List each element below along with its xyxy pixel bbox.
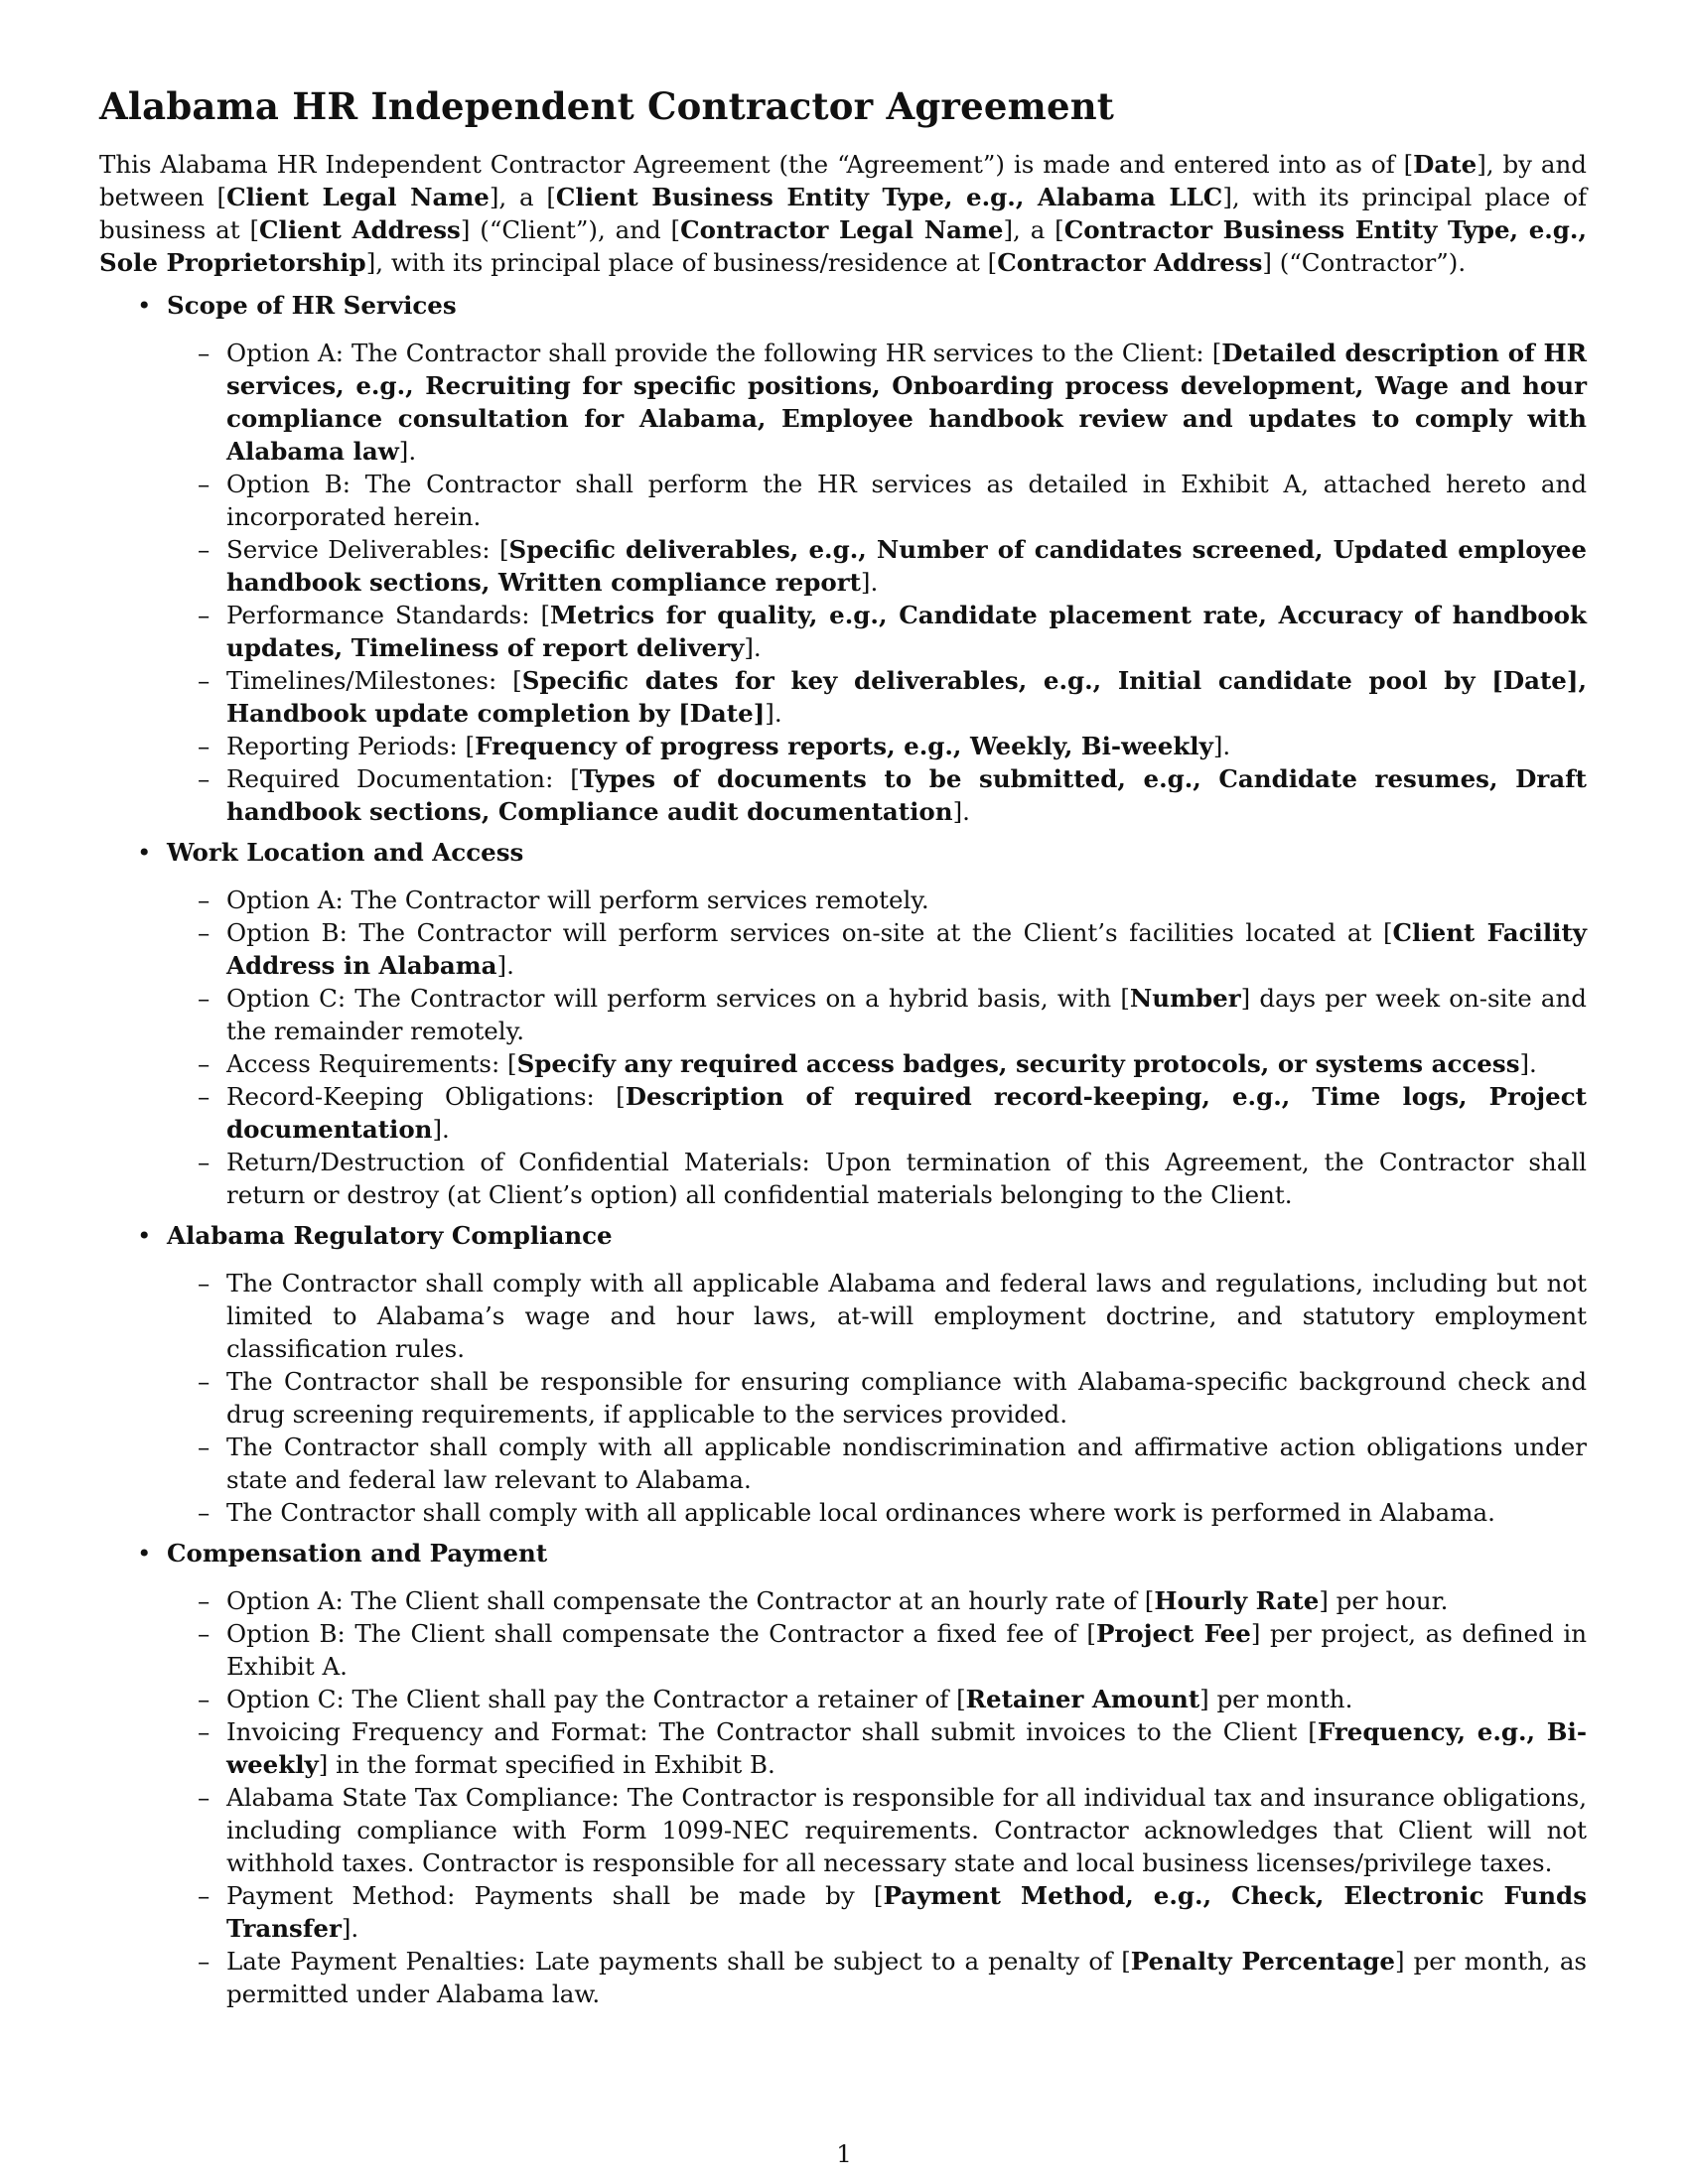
text-run: ] per month. [1199, 1684, 1353, 1713]
placeholder-field: Contractor Business Entity Type, e.g., Sole Proprietorship [99, 214, 1587, 277]
text-run: Service Deliverables: [ [226, 534, 509, 564]
dash-icon: – [198, 1880, 211, 1910]
dash-icon: – [198, 1081, 211, 1111]
list-item [166, 916, 1587, 982]
text-run: Performance Standards: [ [226, 600, 551, 629]
placeholder-field: Retainer Amount [965, 1684, 1200, 1713]
text-run: This Alabama HR Independent Contractor Agreement (the “Agreement”) is made and entered into as of [ [99, 149, 1414, 179]
bullet-icon: • [137, 1538, 152, 1568]
text-run: Alabama State Tax Compliance: The Contractor is responsible for all individual tax and insurance obligations, including compliance with Form 1099-NEC requirements. Contractor acknowledges that Client will not withhold taxes. Contractor is responsible for all necessary state and local business licenses/privilege taxes. [226, 1782, 1587, 1877]
text-run: Payment Method: Payments shall be made by [ [226, 1880, 884, 1910]
placeholder-field: Client Address [259, 214, 461, 244]
text-run: ]. [952, 796, 970, 826]
section-items [166, 337, 1587, 828]
list-item [166, 1584, 1587, 1617]
text-run: Invoicing Frequency and Format: The Contractor shall submit invoices to the Client [ [226, 1716, 1318, 1746]
text-run: ]. [496, 950, 514, 980]
list-item [166, 1781, 1587, 1879]
dash-icon: – [198, 1432, 211, 1461]
text-run: Reporting Periods: [ [226, 731, 476, 760]
section-list [99, 289, 1587, 2010]
placeholder-field: Project Fee [1095, 1618, 1251, 1648]
placeholder-field: Contractor Legal Name [680, 214, 1004, 244]
list-item [166, 1365, 1587, 1431]
dash-icon: – [198, 1497, 211, 1527]
section-title: Alabama Regulatory Compliance [167, 1220, 613, 1250]
dash-icon: – [198, 983, 211, 1013]
dash-icon: – [198, 1684, 211, 1713]
placeholder-field: Penalty Percentage [1130, 1946, 1395, 1976]
placeholder-field: Detailed description of HR services, e.g., Recruiting for specific positions, Onboarding process development, Wage and hour compliance consultation for Alabama, Employee handbook review and updates to comply with Alabama law [226, 338, 1588, 466]
text-run: Option A: The Contractor shall provide the following HR services to the Client: [ [226, 338, 1222, 367]
dash-icon: – [198, 1268, 211, 1297]
text-run: Record-Keeping Obligations: [ [226, 1081, 626, 1111]
placeholder-field: Specify any required access badges, security protocols, or systems access [516, 1048, 1520, 1078]
section-title: Compensation and Payment [167, 1538, 548, 1568]
dash-icon: – [198, 885, 211, 914]
text-run: ] (“Contractor”). [1262, 247, 1467, 277]
text-run: ] days per week on-site and the remainder remotely. [226, 983, 1587, 1045]
placeholder-field: Description of required record-keeping, e.g., Time logs, Project documentation [226, 1081, 1587, 1144]
text-run: The Contractor shall be responsible for ensuring compliance with Alabama-specific background check and drug screening requirements, if applicable to the services provided. [226, 1366, 1587, 1429]
text-run: ] per month, as permitted under Alabama law. [226, 1946, 1588, 2008]
bullet-icon: • [137, 290, 152, 320]
page-number: 1 [836, 2139, 852, 2168]
list-item [166, 468, 1587, 533]
text-run: ] in the format specified in Exhibit B. [318, 1749, 775, 1779]
placeholder-field: Frequency of progress reports, e.g., Weekly, Bi-weekly [475, 731, 1213, 760]
text-run: ]. [398, 436, 417, 466]
text-run: The Contractor shall comply with all applicable nondiscrimination and affirmative action obligations under state and federal law relevant to Alabama. [226, 1432, 1587, 1494]
text-run: Access Requirements: [ [226, 1048, 517, 1078]
text-run: Option A: The Client shall compensate the Contractor at an hourly rate of [ [226, 1585, 1155, 1615]
list-item [166, 1431, 1587, 1496]
text-run: The Contractor shall comply with all applicable Alabama and federal laws and regulations, including but not limited to Alabama’s wage and hour laws, at-will employment doctrine, and statutory employment classification rules. [226, 1268, 1587, 1363]
list-item [166, 664, 1587, 730]
placeholder-field: Client Facility Address in Alabama [226, 917, 1588, 980]
text-run: ]. [1212, 731, 1231, 760]
placeholder-field: Specific dates for key deliverables, e.g., Initial candidate pool by [Date], Handbook update completion by [Date] [226, 665, 1587, 728]
list-item [166, 982, 1587, 1047]
list-item [166, 1047, 1587, 1080]
section-title: Work Location and Access [167, 837, 524, 867]
dash-icon: – [198, 1946, 211, 1976]
dash-icon: – [198, 665, 211, 695]
section-title: Scope of HR Services [167, 290, 457, 320]
text-run: ], a [ [1003, 214, 1064, 244]
list-item [166, 1080, 1587, 1146]
dash-icon: – [198, 917, 211, 947]
placeholder-field: Payment Method, e.g., Check, Electronic Funds Transfer [226, 1880, 1587, 1943]
dash-icon: – [198, 534, 211, 564]
list-item [166, 533, 1587, 599]
dash-icon: – [198, 1782, 211, 1812]
list-item [166, 599, 1587, 664]
placeholder-field: Contractor Address [997, 247, 1263, 277]
list-item [166, 1715, 1587, 1781]
text-run: ], by and between [ [99, 149, 1587, 211]
text-run: ], with its principal place of business/residence at [ [365, 247, 998, 277]
bullet-icon: • [137, 1220, 152, 1250]
text-run: ], with its principal place of business at [ [99, 182, 1588, 244]
text-run: ], a [ [489, 182, 556, 211]
text-run: ]. [765, 698, 782, 728]
dash-icon: – [198, 1366, 211, 1396]
text-run: ]. [432, 1114, 450, 1144]
dash-icon: – [198, 731, 211, 760]
text-run: ] (“Client”), and [ [460, 214, 681, 244]
section [99, 1537, 1587, 2010]
list-item [166, 1879, 1587, 1945]
placeholder-field: Specific deliverables, e.g., Number of candidates screened, Updated employee handbook sections, Written compliance report [226, 534, 1587, 597]
list-item [166, 337, 1587, 468]
dash-icon: – [198, 1147, 211, 1176]
placeholder-field: Hourly Rate [1154, 1585, 1320, 1615]
list-item [166, 1146, 1587, 1211]
text-run: Option C: The Client shall pay the Contractor a retainer of [ [226, 1684, 966, 1713]
placeholder-field: Client Legal Name [226, 182, 490, 211]
text-run: Late Payment Penalties: Late payments shall be subject to a penalty of [ [226, 1946, 1131, 1976]
placeholder-field: Number [1129, 983, 1241, 1013]
placeholder-field: Metrics for quality, e.g., Candidate placement rate, Accuracy of handbook updates, Timeliness of report delivery [226, 600, 1588, 662]
text-run: Option B: The Client shall compensate the Contractor a fixed fee of [ [226, 1618, 1096, 1648]
dash-icon: – [198, 338, 211, 367]
list-item [166, 1267, 1587, 1365]
section-items [166, 1267, 1587, 1529]
document-title: Alabama HR Independent Contractor Agreement [99, 84, 1115, 128]
section [99, 289, 1587, 828]
dash-icon: – [198, 1585, 211, 1615]
dash-icon: – [198, 1716, 211, 1746]
document-page [99, 85, 1587, 2010]
dash-icon: – [198, 763, 211, 793]
dash-icon: – [198, 469, 211, 498]
text-run: ]. [860, 567, 879, 597]
text-run: The Contractor shall comply with all applicable local ordinances where work is performed in Alabama. [226, 1497, 1495, 1527]
text-run: Option C: The Contractor will perform services on a hybrid basis, with [ [226, 983, 1130, 1013]
section-items [166, 884, 1587, 1211]
list-item [166, 884, 1587, 916]
placeholder-field: Types of documents to be submitted, e.g., Candidate resumes, Draft handbook sections, Compliance audit documentation [226, 763, 1587, 826]
list-item [166, 1617, 1587, 1683]
placeholder-field: Client Business Entity Type, e.g., Alabama LLC [555, 182, 1223, 211]
text-run: ]. [1519, 1048, 1537, 1078]
text-run: ] per hour. [1319, 1585, 1449, 1615]
text-run: ]. [341, 1913, 359, 1943]
list-item [166, 762, 1587, 828]
text-run: Required Documentation: [ [226, 763, 580, 793]
placeholder-field: Date [1413, 149, 1477, 179]
text-run: Option A: The Contractor will perform services remotely. [226, 885, 929, 914]
text-run: Option B: The Contractor shall perform the HR services as detailed in Exhibit A, attached hereto and incorporated herein. [226, 469, 1587, 531]
dash-icon: – [198, 1618, 211, 1648]
placeholder-field: Frequency, e.g., Bi-weekly [226, 1716, 1587, 1779]
list-item [166, 730, 1587, 762]
text-run: Option B: The Contractor will perform services on-site at the Client’s facilities located at [ [226, 917, 1393, 947]
section [99, 1219, 1587, 1529]
list-item [166, 1945, 1587, 2010]
dash-icon: – [198, 1048, 211, 1078]
text-run: Return/Destruction of Confidential Materials: Upon termination of this Agreement, the Contractor shall return or destroy (at Client’s option) all confidential materials belonging to the Client. [226, 1147, 1587, 1209]
text-run: ] per project, as defined in Exhibit A. [226, 1618, 1587, 1681]
intro-paragraph [99, 148, 1587, 279]
section [99, 836, 1587, 1211]
text-run: ]. [744, 632, 762, 662]
bullet-icon: • [137, 837, 152, 867]
text-run: Timelines/Milestones: [ [226, 665, 522, 695]
list-item [166, 1496, 1587, 1529]
list-item [166, 1683, 1587, 1715]
section-items [166, 1584, 1587, 2010]
dash-icon: – [198, 600, 211, 629]
